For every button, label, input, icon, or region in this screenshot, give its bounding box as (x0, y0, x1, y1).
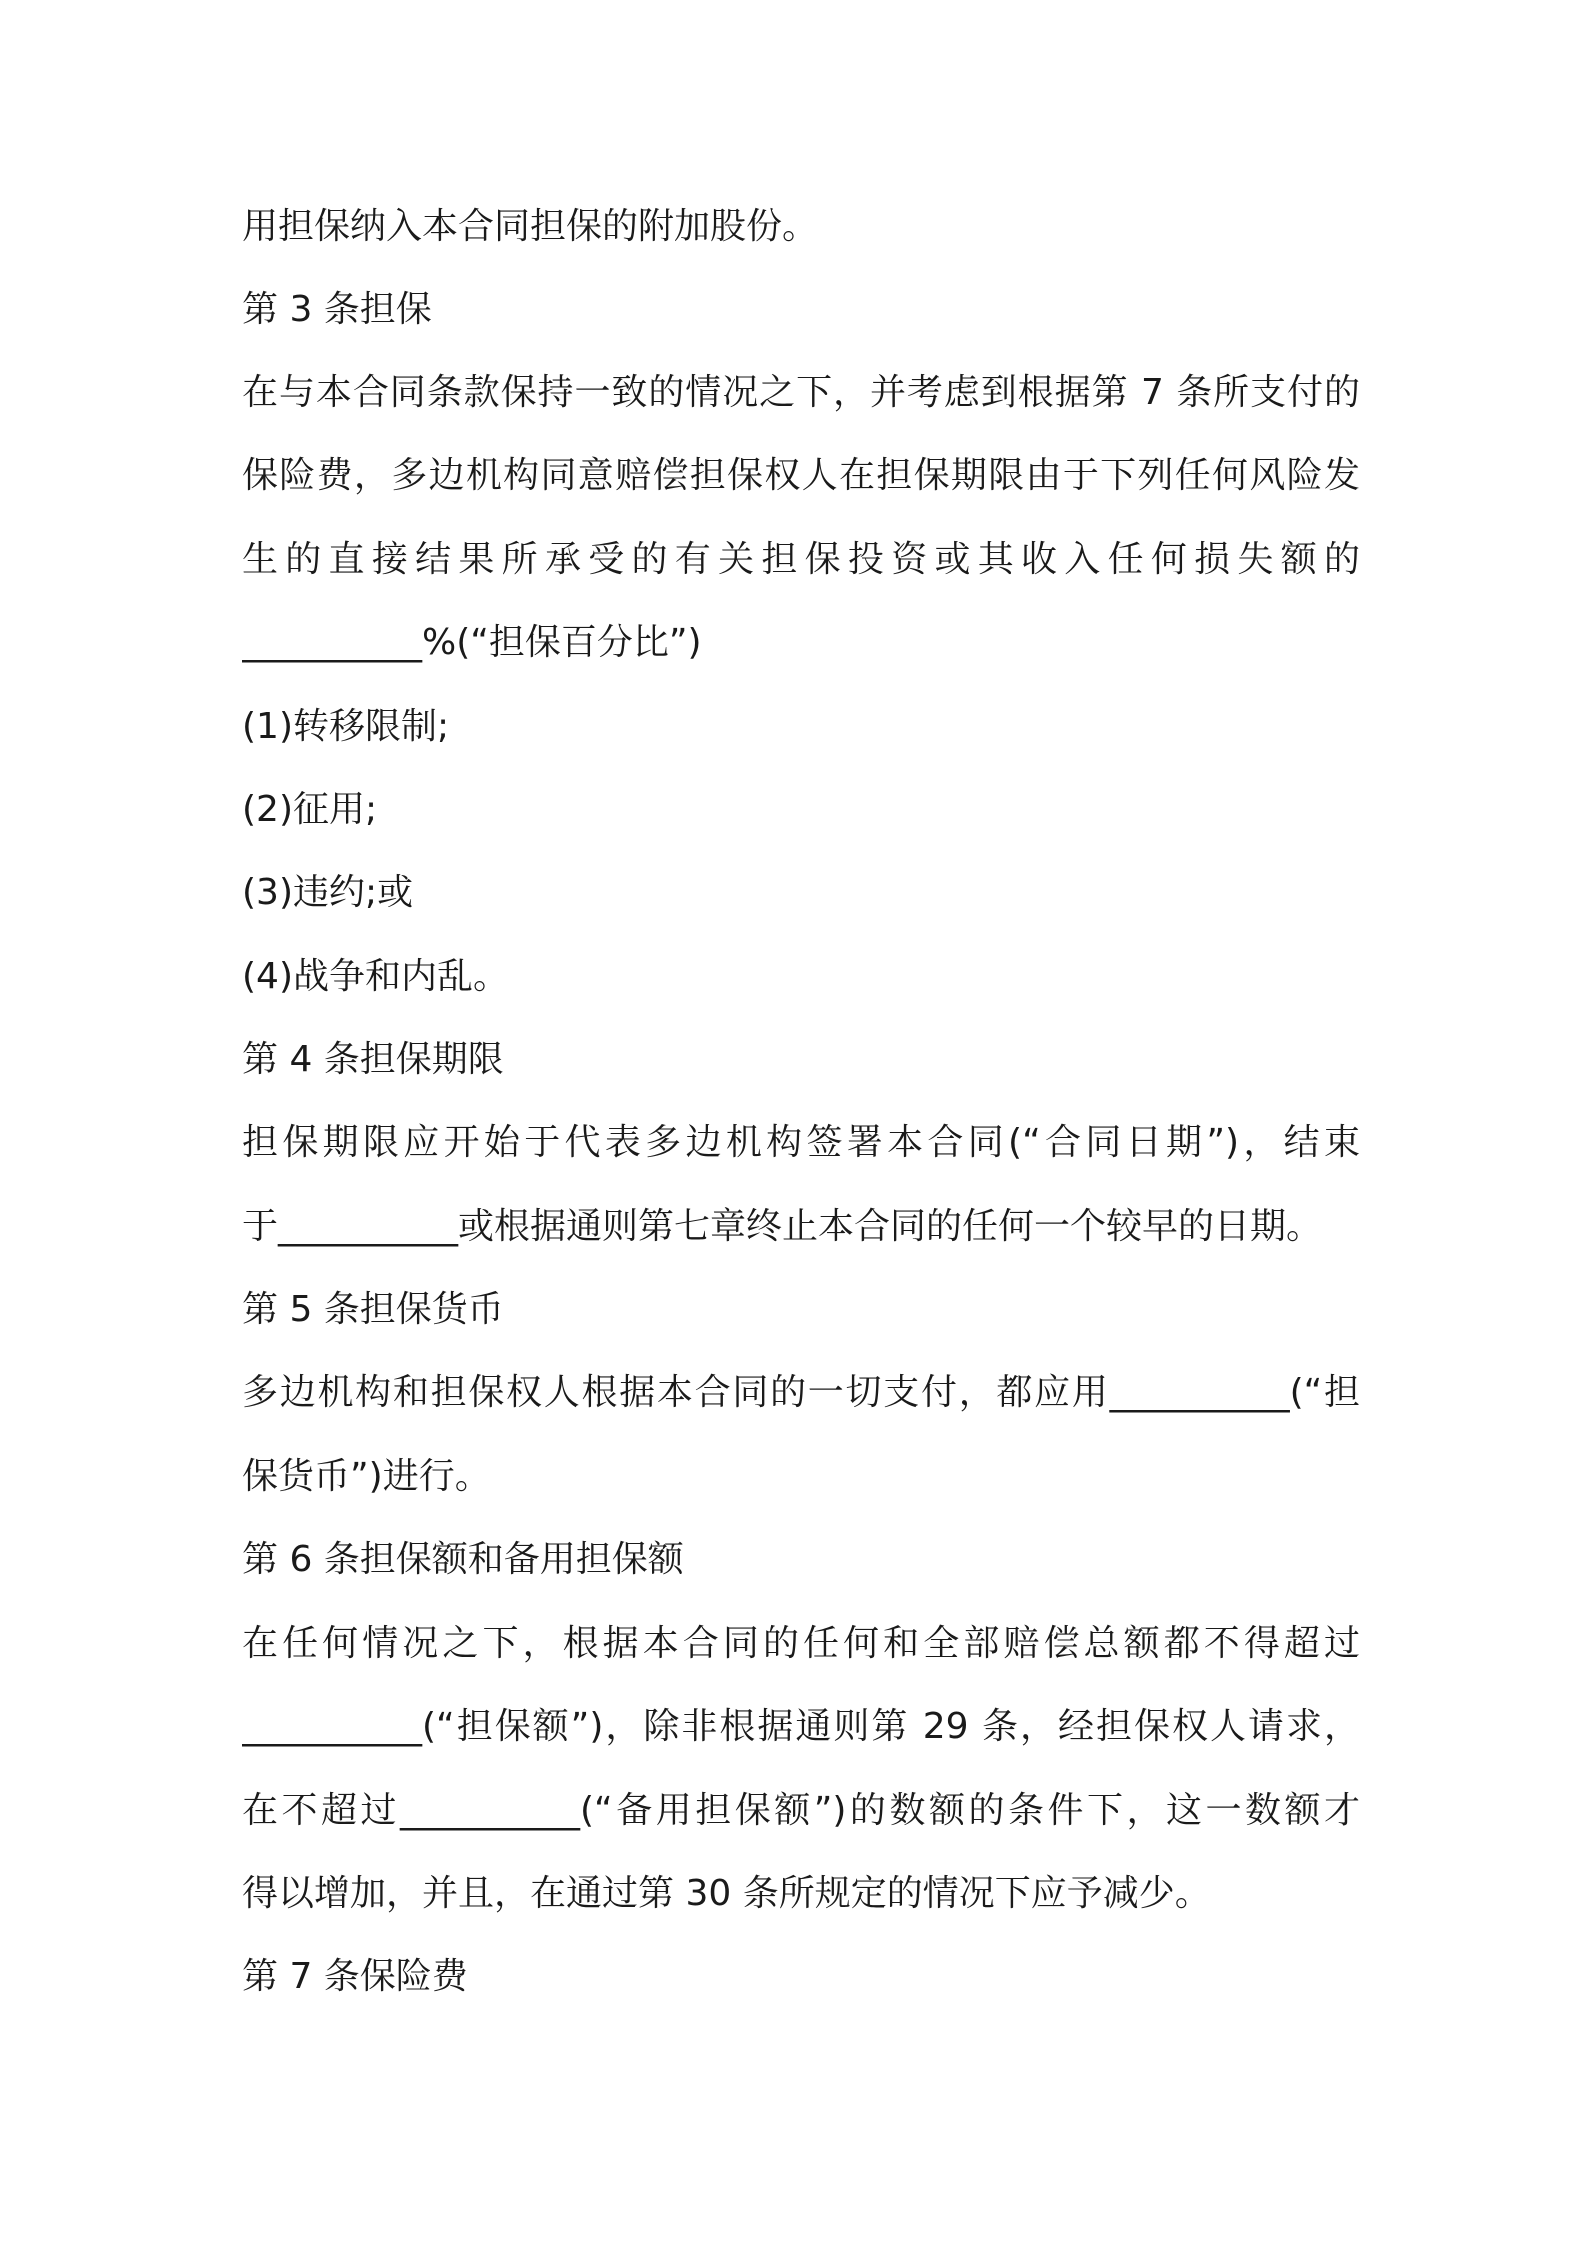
article-6-text-line-3: 在不超过__________(“备用担保额”)的数额的条件下，这一数额才 (242, 1790, 1360, 1831)
risk-item-3: (3)违约;或 (242, 872, 414, 913)
article-3-text-line-2: 保险费，多边机构同意赔偿担保权人在担保期限由于下列任何风险发 (242, 455, 1360, 496)
article-5-text-line-1: 多边机构和担保权人根据本合同的一切支付，都应用__________(“担 (242, 1372, 1360, 1413)
article-3-text-line-4: __________%(“担保百分比”) (242, 622, 702, 663)
paragraph-continuation: 用担保纳入本合同担保的附加股份。 (242, 206, 819, 247)
risk-item-1: (1)转移限制; (242, 706, 450, 747)
article-5-text-line-2: 保货币”)进行。 (242, 1456, 491, 1497)
article-3-heading: 第 3 条担保 (242, 289, 432, 330)
article-5-heading: 第 5 条担保货币 (242, 1289, 504, 1330)
article-4-heading: 第 4 条担保期限 (242, 1039, 504, 1080)
article-6-text-line-2: __________(“担保额”)，除非根据通则第 29 条，经担保权人请求， (242, 1706, 1360, 1747)
article-6-text-line-1: 在任何情况之下，根据本合同的任何和全部赔偿总额都不得超过 (242, 1623, 1360, 1664)
article-4-text-line-2: 于__________或根据通则第七章终止本合同的任何一个较早的日期。 (242, 1206, 1323, 1247)
article-7-heading: 第 7 条保险费 (242, 1956, 468, 1997)
risk-item-2: (2)征用; (242, 789, 378, 830)
article-3-text-line-3: 生的直接结果所承受的有关担保投资或其收入任何损失额的 (242, 539, 1360, 580)
article-6-heading: 第 6 条担保额和备用担保额 (242, 1539, 684, 1580)
article-3-text-line-1: 在与本合同条款保持一致的情况之下，并考虑到根据第 7 条所支付的 (242, 372, 1360, 413)
risk-item-4: (4)战争和内乱。 (242, 956, 509, 997)
article-6-text-line-4: 得以增加，并且，在通过第 30 条所规定的情况下应予减少。 (242, 1873, 1211, 1914)
article-4-text-line-1: 担保期限应开始于代表多边机构签署本合同(“合同日期”)，结束 (242, 1122, 1360, 1163)
